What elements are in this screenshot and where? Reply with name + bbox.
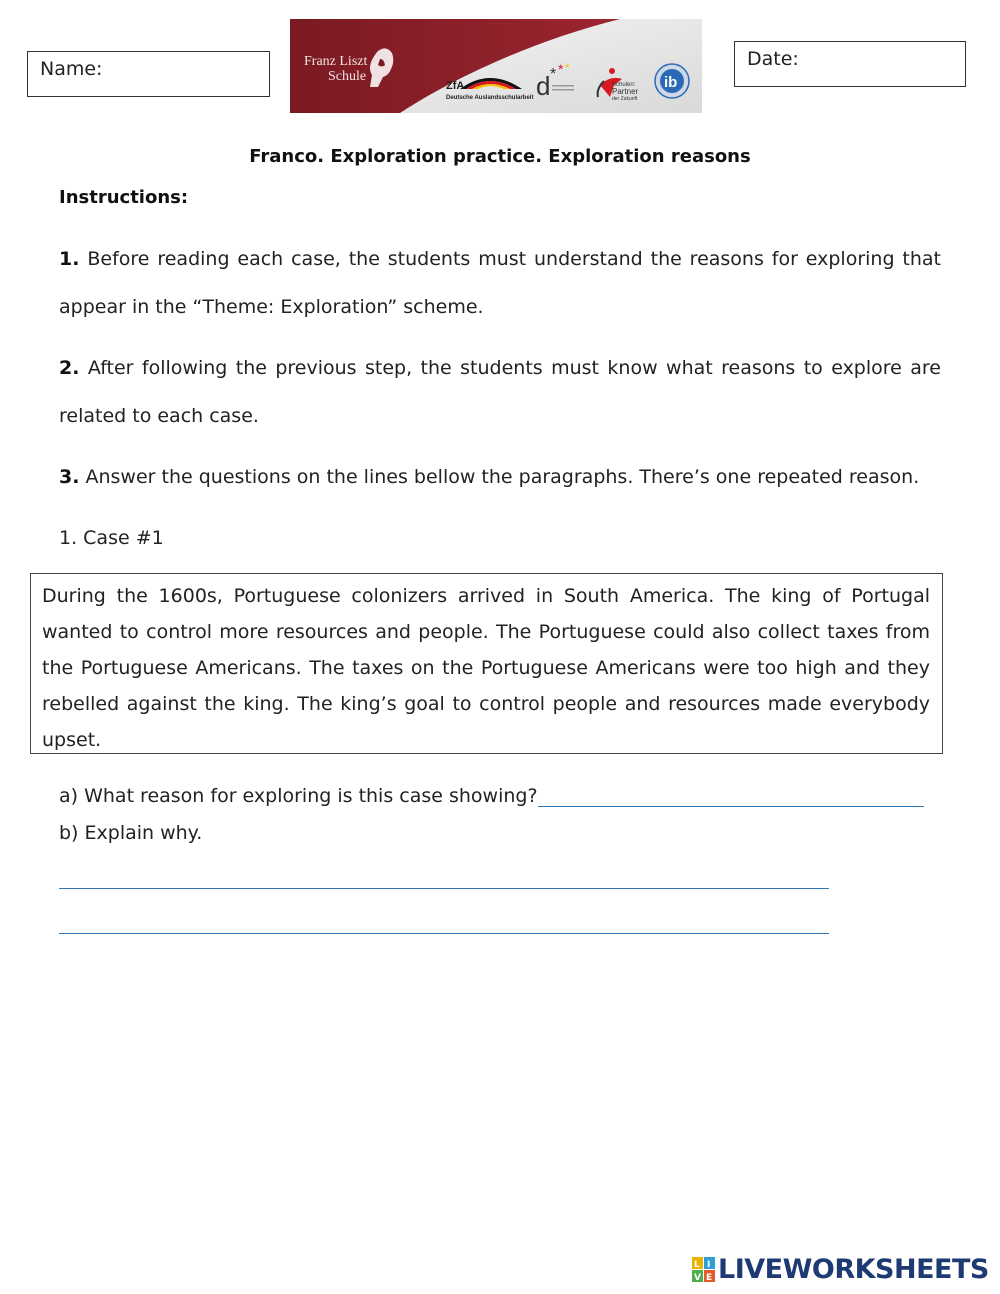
answer-line-a[interactable] — [538, 806, 924, 807]
pasch-line1: Schulen: — [612, 82, 636, 88]
question-b: b) Explain why. — [59, 822, 203, 844]
date-field[interactable] — [734, 41, 966, 87]
liveworksheets-brand: LIVEWORKSHEETS — [718, 1254, 989, 1285]
svg-text:*: * — [565, 61, 570, 75]
ib-logo-icon — [655, 64, 689, 98]
name-label: Name: — [40, 58, 103, 80]
school-name-line2: Schule — [328, 69, 367, 84]
instruction-step-3 — [59, 453, 941, 501]
step-number: 1. — [59, 248, 80, 270]
answer-line-b1[interactable] — [59, 888, 829, 889]
instruction-step-1 — [59, 235, 941, 331]
svg-text:*: * — [550, 66, 557, 83]
step-text: Answer the questions on the lines bellow the paragraphs. There’s one repeated reason. — [79, 466, 920, 488]
question-a: a) What reason for exploring is this case showing? — [59, 785, 538, 807]
date-label: Date: — [747, 48, 799, 70]
icon-letter-i: I — [707, 1260, 711, 1270]
ib-text: ib — [664, 74, 678, 91]
step-number: 3. — [59, 466, 80, 488]
instructions-heading: Instructions: — [59, 187, 189, 208]
school-name-line1: Franz Liszt — [304, 54, 368, 69]
liveworksheets-logo — [692, 1253, 992, 1287]
step-number: 2. — [59, 357, 80, 379]
svg-text:*: * — [558, 61, 564, 77]
icon-letter-e: E — [706, 1273, 713, 1283]
liveworksheets-icon — [692, 1255, 716, 1285]
page-title: Franco. Exploration practice. Exploration reasons — [249, 146, 751, 167]
school-banner — [290, 19, 702, 113]
step-text: After following the previous step, the students must know what reasons to explore are related to each case. — [59, 357, 941, 427]
icon-letter-l: L — [694, 1260, 700, 1270]
svg-text:d: d — [536, 71, 551, 101]
step-text: Before reading each case, the students must understand the reasons for exploring that appear in the “Theme: Exploration” scheme. — [59, 248, 941, 318]
name-field[interactable] — [27, 51, 270, 97]
instruction-step-2 — [59, 344, 941, 440]
zfa-title: ZfA — [446, 80, 465, 92]
answer-line-b2[interactable] — [59, 933, 829, 934]
case-label: 1. Case #1 — [59, 527, 164, 549]
pasch-line3: der Zukunft — [612, 96, 638, 102]
pasch-line2: Partner — [612, 87, 639, 96]
case-paragraph: During the 1600s, Portuguese colonizers arrived in South America. The king of Portugal wanted to control more resources and people. The Portuguese could also collect taxes from the Portuguese Americans. The taxes on the Portuguese Americans were too high and they rebelled against the king. The king’s goal to control people and resources made everybody upset. — [30, 573, 943, 754]
zfa-subtitle: Deutsche Auslandsschularbeit — [446, 95, 534, 101]
icon-letter-v: V — [694, 1273, 701, 1283]
